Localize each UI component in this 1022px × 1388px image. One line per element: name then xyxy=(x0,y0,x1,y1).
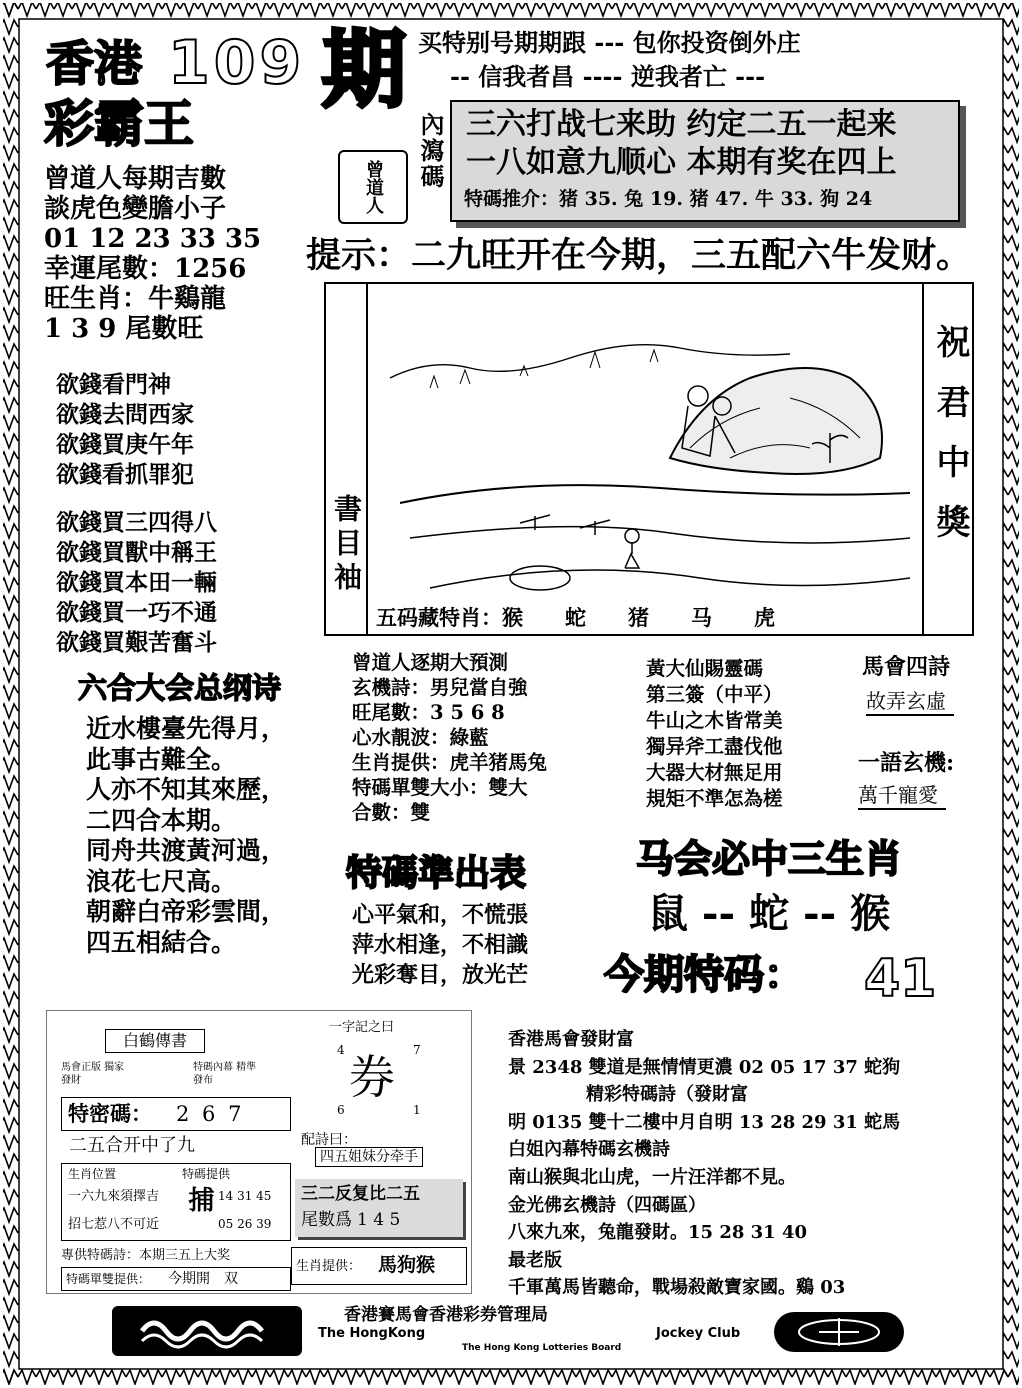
tema-line: 萍水相逢，不相識 xyxy=(352,932,529,958)
tema-chart xyxy=(352,900,528,990)
wc-odd-even-label: 特碼單雙提供： xyxy=(66,1272,151,1286)
wong-tai-sin xyxy=(646,656,783,812)
three-zodiac-value: 鼠 -- 蛇 -- 猴 xyxy=(648,890,891,937)
this-issue-label: 今期特码： xyxy=(604,952,804,998)
money-line: 欲錢買獸中稱王 xyxy=(56,539,217,566)
wts-line: 黃大仙賜靈碼 xyxy=(646,657,764,680)
prediction xyxy=(352,650,547,825)
footer-right-logo xyxy=(774,1312,904,1352)
liuhe-line: 人亦不知其來歷， xyxy=(86,775,287,804)
poem-line-1: 三六打战七来助 约定二五一起来 xyxy=(466,107,897,142)
wc-exclusive: 專供特碼詩：本期三五上大奖 xyxy=(61,1248,231,1263)
wc-one-char-ntop: 4 xyxy=(337,1043,345,1057)
four-poems-value: 故弄玄虛 xyxy=(866,688,954,716)
left-info-line: 旺生肖：牛鷄龍 xyxy=(44,284,227,314)
wc-zodiac-box xyxy=(61,1163,291,1241)
picture-side-right: 祝君中獎 xyxy=(930,324,970,564)
money-line: 欲錢買庚午年 xyxy=(56,431,194,458)
br-line: 南山猴與北山虎，一片汪洋都不見。 xyxy=(508,1166,796,1188)
br-line: 最老版 xyxy=(508,1249,562,1271)
white-crane-panel xyxy=(46,1010,472,1294)
wts-line: 牛山之木皆常美 xyxy=(646,709,783,732)
prediction-line: 玄機詩：男兒當自強 xyxy=(352,676,528,699)
liuhe-poem xyxy=(86,714,286,958)
liuhe-title: 六合大会总纲诗 xyxy=(78,671,282,705)
tema-line: 心平氣和，不慌張 xyxy=(352,902,529,928)
wc-zodiac-offer-row xyxy=(291,1247,467,1285)
three-zodiac-title: 马会必中三生肖 xyxy=(636,837,903,881)
stamp-text: 曾道人 xyxy=(363,160,384,214)
footer-banner xyxy=(112,1304,912,1360)
wc-tail-value: 1 4 5 xyxy=(357,1210,401,1230)
this-issue-number: 41 xyxy=(864,949,937,1009)
money-group-1 xyxy=(56,370,194,490)
wc-repeat: 三二反复比二五 xyxy=(301,1184,420,1204)
wc-combo: 二五合开中了九 xyxy=(69,1135,195,1156)
landscape-illustration xyxy=(370,288,920,606)
br-line: 白姐內幕特碼玄機詩 xyxy=(508,1139,670,1161)
br-line: 金光佛玄機詩（四碼區） xyxy=(508,1194,706,1216)
br-line: 景 2348 雙道是無情情更濃 02 05 17 37 蛇狗 xyxy=(508,1056,901,1078)
wc-one-char-nbottom: 1 xyxy=(413,1103,421,1117)
prediction-line: 旺尾數：3 5 6 8 xyxy=(352,701,505,724)
wts-line: 第三簽（中平） xyxy=(646,683,783,706)
poem-line-2: 一八如意九顺心 本期有奖在四上 xyxy=(466,145,897,180)
wc-tail-label: 尾數爲 xyxy=(301,1210,352,1230)
slogan-2: -- 信我者昌 ---- 逆我者亡 --- xyxy=(450,62,766,91)
wc-zodiac-offer-label: 生肖提供： xyxy=(296,1259,362,1274)
tema-chart-title: 特碼準出表 xyxy=(346,853,527,894)
wc-secret-label: 特密碼： xyxy=(68,1101,152,1126)
footer-en-2: Jockey Club xyxy=(656,1326,741,1341)
wc-odd-even-row xyxy=(61,1267,291,1291)
yiyu-value: 萬千寵愛 xyxy=(858,782,946,810)
footer-en-1: The HongKong xyxy=(318,1326,426,1341)
wc-zodiac-1: 一六九來須擇吉 xyxy=(68,1189,160,1204)
emblem-icon xyxy=(112,1306,302,1356)
wc-zodiac-2: 招七惹八不可近 xyxy=(68,1217,160,1232)
money-line: 欲錢買一巧不通 xyxy=(56,599,217,626)
left-info-line: 幸運尾數：1256 xyxy=(44,254,247,284)
bottom-right xyxy=(508,1026,900,1302)
white-crane-title: 白鶴傳書 xyxy=(105,1029,205,1053)
left-info-line: 1 3 9 尾數旺 xyxy=(44,314,204,344)
footer-left-logo xyxy=(112,1306,302,1356)
prediction-line: 曾道人逐期大預測 xyxy=(352,651,509,674)
tema-line: 光彩奪目，放光芒 xyxy=(352,962,529,988)
brand-name: 彩霸王 xyxy=(44,95,194,153)
money-line: 欲錢看門神 xyxy=(56,371,171,398)
money-line: 欲錢買三四得八 xyxy=(56,509,217,536)
stamp xyxy=(338,150,408,224)
issue-number: 109 xyxy=(168,28,306,98)
wc-small-left: 馬會正版 獨家發財 xyxy=(61,1062,125,1086)
yiyu-title: 一語玄機: xyxy=(858,750,955,776)
money-group-2 xyxy=(56,508,217,658)
hint: 提示：二九旺开在今期，三五配六牛发财。 xyxy=(306,235,972,276)
issue-char: 期 xyxy=(322,21,407,119)
wc-small-right: 特碼內幕 精準發布 xyxy=(193,1062,257,1086)
wc-special-char: 捕 xyxy=(184,1186,214,1218)
wc-special-nums-2: 05 26 39 xyxy=(218,1217,272,1231)
liuhe-line: 同舟共渡黃河過， xyxy=(86,836,287,865)
wc-secret-row xyxy=(61,1097,291,1131)
br-line: 明 0135 雙十二樓中月自明 13 28 29 31 蛇馬 xyxy=(508,1111,901,1133)
prediction-line: 合數：雙 xyxy=(352,801,431,824)
left-info xyxy=(44,164,261,344)
picture-side-divider xyxy=(922,284,924,634)
lottery-logo-icon xyxy=(774,1312,904,1352)
wc-one-char-nright: 7 xyxy=(413,1043,421,1057)
money-line: 欲錢去問西家 xyxy=(56,401,194,428)
br-line: 八來九來，兔龍發財。15 28 31 40 xyxy=(508,1222,807,1244)
wc-repeat-box xyxy=(295,1179,463,1237)
left-info-line: 01 12 23 33 35 xyxy=(44,224,262,254)
footer-en-3: The Hong Kong Lotteries Board xyxy=(462,1343,622,1353)
left-info-line: 談虎色變膽小子 xyxy=(44,194,227,224)
prediction-line: 生肖提供：虎羊猪馬兔 xyxy=(352,751,548,774)
wc-one-char-nleft: 6 xyxy=(337,1103,345,1117)
liuhe-line: 近水樓臺先得月， xyxy=(86,714,287,743)
wc-secret-value: 2 6 7 xyxy=(176,1102,245,1126)
wc-special-nums-1: 14 31 45 xyxy=(218,1189,272,1203)
wts-line: 獨异斧工盡伐他 xyxy=(646,735,783,758)
slogan-1: 买特别号期期跟 --- 包你投资倒外庄 xyxy=(418,28,801,57)
prediction-line: 心水靚波：綠藍 xyxy=(352,726,489,749)
money-line: 欲錢看抓罪犯 xyxy=(56,461,194,488)
wts-line: 規矩不準怎為槎 xyxy=(646,787,783,810)
money-line: 欲錢買本田一輛 xyxy=(56,569,217,596)
liuhe-line: 朝辭白帝彩雲間， xyxy=(86,897,287,926)
br-line: 千軍萬馬皆聽命，戰場殺敵寶家國。鷄 03 xyxy=(508,1277,846,1299)
money-line: 欲錢買艱苦奮斗 xyxy=(56,629,217,656)
wc-one-char: 券 xyxy=(349,1050,395,1104)
special-pick: 特碼推介：猪 35. 兔 19. 猪 47. 牛 33. 狗 24 xyxy=(464,188,873,210)
inner-label: 內瀉碼 xyxy=(416,112,445,190)
wc-poem-value: 四五姐妹分牵手 xyxy=(315,1147,423,1167)
wc-zodiac-offer-value: 馬狗猴 xyxy=(378,1254,436,1276)
picture-side-left: 書目袖 xyxy=(330,494,363,596)
wts-line: 大器大材無足用 xyxy=(646,761,783,784)
poem-box xyxy=(450,100,960,222)
liuhe-line: 此事古難全。 xyxy=(86,744,237,774)
left-info-line: 曾道人每期吉數 xyxy=(44,164,227,194)
br-line: 香港馬會發財富 xyxy=(508,1029,634,1050)
wc-poem-label: 配詩曰： xyxy=(301,1132,357,1148)
br-line: 精彩特碼詩（發財富 xyxy=(586,1084,748,1106)
picture-side-divider xyxy=(366,284,368,634)
liuhe-line: 四五相結合。 xyxy=(86,927,237,957)
prediction-line: 特碼單雙大小：雙大 xyxy=(352,776,528,799)
liuhe-line: 浪花七尺高。 xyxy=(86,866,237,896)
brand-hk: 香港 xyxy=(46,36,143,92)
wc-odd-even-value: 今期開 双 xyxy=(168,1271,238,1287)
wc-one-char-title: 一字記之曰 xyxy=(329,1020,395,1035)
wc-zodiac-label: 生肖位置 xyxy=(68,1167,117,1181)
picture-caption: 五码藏特肖：猴 蛇 猪 马 虎 xyxy=(376,605,775,630)
four-poems-title: 馬會四詩 xyxy=(862,654,951,680)
picture-panel xyxy=(324,282,974,636)
footer-org: 香港賽馬會香港彩券管理局 xyxy=(344,1305,548,1325)
liuhe-line: 二四合本期。 xyxy=(86,805,237,835)
wc-special-label: 特碼提供 xyxy=(182,1167,231,1181)
